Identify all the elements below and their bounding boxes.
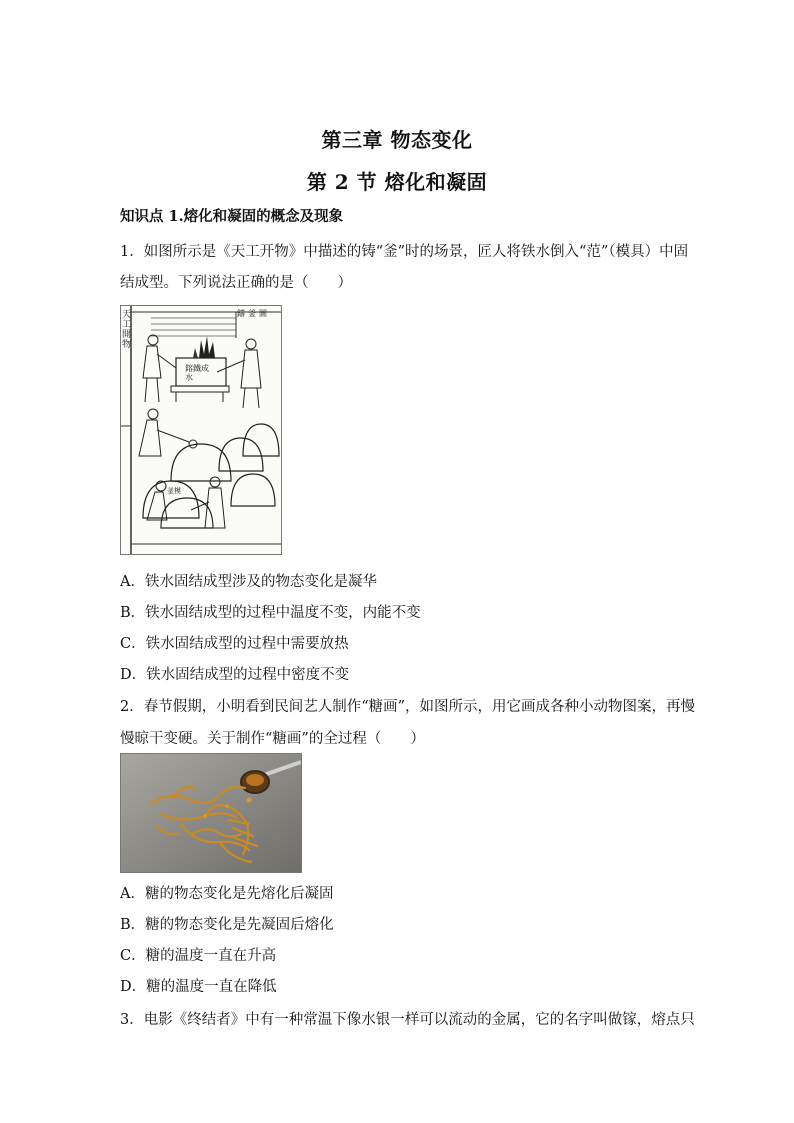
sugar-painting-image — [121, 754, 301, 872]
mold-label: 釜模 — [167, 487, 181, 495]
furnace-label: 鎔鐵成水 — [185, 364, 209, 382]
woodblock-print-image — [121, 306, 281, 554]
question-2-line-2: 慢晾干变硬。关于制作“糖画”的全过程（ ） — [120, 731, 425, 747]
sugar-painting-photo — [120, 753, 302, 873]
illustration-side-text: 天工開物 — [122, 310, 132, 350]
question-2-option-b: B．糖的物态变化是先凝固后熔化 — [120, 917, 334, 933]
casting-cauldron-illustration — [120, 305, 282, 555]
knowledge-point-heading: 知识点 1.熔化和凝固的概念及现象 — [120, 208, 344, 225]
question-1-line-2: 结成型。下列说法正确的是（ ） — [120, 275, 352, 291]
section-title: 第 2 节 熔化和凝固 — [306, 170, 488, 194]
illustration-caption: 鑄釜圖 — [237, 309, 270, 318]
question-2-line-1: 2．春节假期，小明看到民间艺人制作“糖画”，如图所示，用它画成各种小动物图案，再慢 — [120, 699, 696, 715]
question-2-option-a: A．糖的物态变化是先熔化后凝固 — [120, 886, 334, 902]
question-1-option-d: D．铁水固结成型的过程中密度不变 — [120, 667, 350, 683]
question-1-option-b: B．铁水固结成型的过程中温度不变，内能不变 — [120, 605, 421, 621]
chapter-title: 第三章 物态变化 — [321, 128, 473, 152]
question-3-line-1: 3．电影《终结者》中有一种常温下像水银一样可以流动的金属，它的名字叫做镓，熔点只 — [120, 1012, 695, 1028]
question-2-option-c: C．糖的温度一直在升高 — [120, 948, 277, 964]
question-1-option-a: A．铁水固结成型涉及的物态变化是凝华 — [120, 574, 377, 590]
question-2-option-d: D．糖的温度一直在降低 — [120, 979, 277, 995]
question-1-option-c: C．铁水固结成型的过程中需要放热 — [120, 636, 349, 652]
question-1-line-1: 1．如图所示是《天工开物》中描述的铸“釜”时的场景，匠人将铁水倒入“范”（模具）中固 — [120, 244, 689, 260]
